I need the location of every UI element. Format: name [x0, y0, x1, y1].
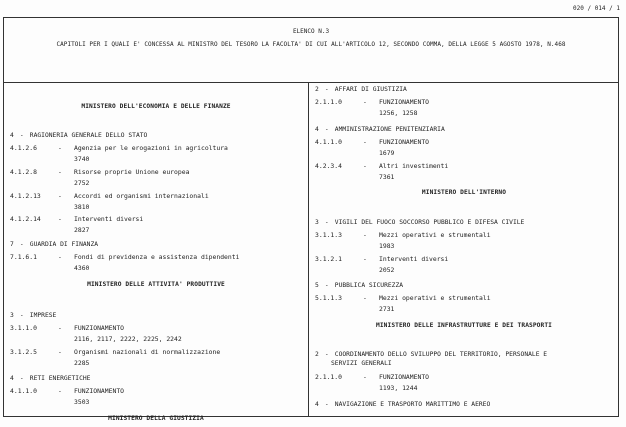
ministry-heading: MINISTERO DELLA GIUSTIZIA [108, 415, 204, 422]
section-heading: 7 - GUARDIA DI FINANZA [10, 241, 99, 248]
chapter-numbers: 3740 [74, 155, 90, 163]
dash: - [58, 144, 62, 152]
ministry-heading: MINISTERO DELLE INFRASTRUTTURE E DEI TRASPORTI [376, 322, 552, 329]
header-block [4, 18, 618, 83]
chapter-numbers: 2285 [74, 359, 90, 367]
chapter-code: 4.1.2.8 [10, 168, 37, 176]
ministry-heading: MINISTERO DELL'ECONOMIA E DELLE FINANZE [81, 103, 231, 110]
chapter-label: Interventi diversi [74, 215, 144, 223]
dash: - [363, 231, 367, 239]
chapter-numbers: 2827 [74, 226, 90, 234]
chapter-label: Accordi ed organismi internazionali [74, 192, 209, 200]
chapter-numbers: 7361 [379, 173, 395, 181]
left-column [4, 82, 308, 422]
chapter-label: Organismi nazionali di normalizzazione [74, 348, 221, 356]
chapter-label: Mezzi operativi e strumentali [379, 231, 491, 239]
section-number: 4 [315, 401, 319, 408]
chapter-code: 4.1.1.0 [10, 387, 37, 395]
chapter-label: Risorse proprie Unione europea [74, 168, 190, 176]
chapter-numbers: 2752 [74, 179, 90, 187]
section-heading: 2 - AFFARI DI GIUSTIZIA [315, 86, 407, 93]
chapter-label: FUNZIONAMENTO [379, 373, 430, 381]
section-number: 2 [315, 351, 319, 358]
section-heading: 4 - AMMINISTRAZIONE PENITENZIARIA [315, 126, 445, 133]
section-number: 4 [10, 132, 14, 139]
list-title: ELENCO N.3 [292, 28, 330, 35]
section-heading: 4 - RETI ENERGETICHE [10, 375, 91, 382]
chapter-label: FUNZIONAMENTO [379, 138, 430, 146]
section-title: RETI ENERGETICHE [29, 375, 91, 382]
dash: - [58, 253, 62, 261]
section-heading: 3 - IMPRESE [10, 312, 57, 319]
section-number: 7 [10, 241, 14, 248]
section-title: COORDINAMENTO DELLO SVILUPPO DEL TERRITORIO, PERSONALE E [334, 351, 548, 358]
section-number: 4 [10, 375, 14, 382]
chapter-code: 2.1.1.0 [315, 98, 342, 106]
chapter-code: 3.1.2.5 [10, 348, 37, 356]
dash: - [58, 348, 62, 356]
chapter-code: 3.1.2.1 [315, 255, 342, 263]
chapter-numbers: 3503 [74, 398, 90, 406]
chapter-code: 4.1.2.6 [10, 144, 37, 152]
chapter-label: FUNZIONAMENTO [379, 98, 430, 106]
chapter-numbers: 1983 [379, 242, 395, 250]
dash: - [363, 294, 367, 302]
chapter-code: 2.1.1.0 [315, 373, 342, 381]
chapter-numbers: 1679 [379, 149, 395, 157]
section-heading: 2 - COORDINAMENTO DELLO SVILUPPO DEL TERRITORIO, PERSONALE E [315, 351, 548, 358]
section-number: 3 [315, 219, 319, 226]
chapter-numbers: 1193, 1244 [379, 384, 418, 392]
dash: - [58, 192, 62, 200]
section-title: VIGILI DEL FUOCO SOCCORSO PUBBLICO E DIFESA CIVILE [334, 219, 525, 226]
section-title: GUARDIA DI FINANZA [29, 241, 99, 248]
chapter-code: 4.1.1.0 [315, 138, 342, 146]
section-heading: 4 - RAGIONERIA GENERALE DELLO STATO [10, 132, 148, 139]
section-number: 4 [315, 126, 319, 133]
chapter-numbers: 2052 [379, 266, 395, 274]
dash: - [363, 373, 367, 381]
table-frame [3, 17, 619, 422]
chapter-code: 3.1.1.0 [10, 324, 37, 332]
chapter-label: Fondi di previdenza e assistenza dipendenti [74, 253, 240, 261]
chapter-code: 4.1.2.14 [10, 215, 41, 223]
chapter-numbers: 3810 [74, 203, 90, 211]
section-heading: 5 - PUBBLICA SICUREZZA [315, 282, 404, 289]
section-title: AFFARI DI GIUSTIZIA [334, 86, 407, 93]
section-title: NAVIGAZIONE E TRASPORTO MARITTIMO E AEREO [334, 401, 491, 408]
right-column [309, 82, 619, 416]
dash: - [58, 387, 62, 395]
section-title: RAGIONERIA GENERALE DELLO STATO [29, 132, 148, 139]
chapter-numbers: 1256, 1258 [379, 109, 418, 117]
chapter-label: Altri investimenti [379, 162, 449, 170]
section-title: IMPRESE [29, 312, 57, 319]
chapter-label: FUNZIONAMENTO [74, 324, 125, 332]
ministry-heading: MINISTERO DELLE ATTIVITA' PRODUTTIVE [87, 281, 225, 288]
section-title: AMMINISTRAZIONE PENITENZIARIA [334, 126, 445, 133]
section-heading: 3 - VIGILI DEL FUOCO SOCCORSO PUBBLICO E DIFESA CIVILE [315, 219, 525, 226]
dash: - [363, 162, 367, 170]
chapter-label: Interventi diversi [379, 255, 449, 263]
dash: - [58, 324, 62, 332]
chapter-code: 7.1.6.1 [10, 253, 37, 261]
chapter-code: 4.1.2.13 [10, 192, 41, 200]
dash: - [363, 138, 367, 146]
chapter-code: 5.1.1.3 [315, 294, 342, 302]
page-code: 020 / 014 / 1 [573, 5, 620, 12]
dash: - [363, 255, 367, 263]
chapter-label: Agenzia per le erogazioni in agricoltura [74, 144, 228, 152]
chapter-label: Mezzi operativi e strumentali [379, 294, 491, 302]
section-heading: 4 - NAVIGAZIONE E TRASPORTO MARITTIMO E AEREO [315, 401, 491, 408]
section-number: 3 [10, 312, 14, 319]
chapter-label: FUNZIONAMENTO [74, 387, 125, 395]
dash: - [363, 98, 367, 106]
dash: - [58, 215, 62, 223]
ministry-heading: MINISTERO DELL'INTERNO [421, 189, 507, 196]
section-title: PUBBLICA SICUREZZA [334, 282, 404, 289]
list-subtitle: CAPITOLI PER I QUALI E' CONCESSA AL MINISTRO DEL TESORO LA FACOLTA' DI CUI ALL'ARTICOLO 12, SECONDO COMMA, DELLA LEGGE 5 AGOSTO 1978, N.468 [56, 41, 566, 48]
chapter-numbers: 2731 [379, 305, 395, 313]
chapter-code: 4.2.3.4 [315, 162, 342, 170]
section-title-continued: SERVIZI GENERALI [331, 360, 392, 367]
dash: - [58, 168, 62, 176]
section-number: 5 [315, 282, 319, 289]
chapter-code: 3.1.1.3 [315, 231, 342, 239]
section-number: 2 [315, 86, 319, 93]
chapter-numbers: 4360 [74, 264, 90, 272]
chapter-numbers: 2116, 2117, 2222, 2225, 2242 [74, 335, 182, 343]
